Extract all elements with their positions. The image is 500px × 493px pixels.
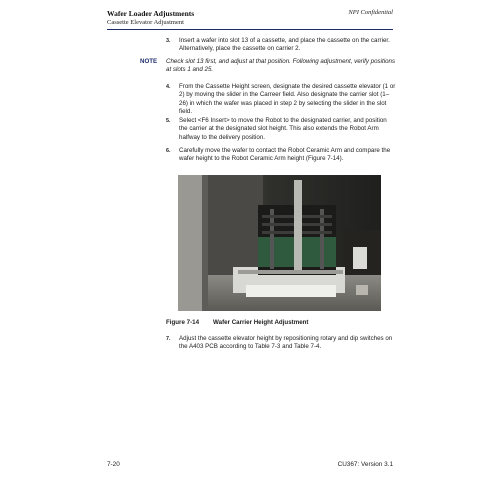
step-text: Carefully move the wafer to contact the Robot Ceramic Arm and compare the wafer height to the Robot Ceramic Arm height (Figure 7-14). [179, 147, 391, 163]
step-text: Insert a wafer into slot 13 of a cassette, and place the cassette on the carrier. Alternatively, place the cassette on carrier 2. [179, 37, 390, 53]
section-subtitle: Cassette Elevator Adjustment [107, 19, 184, 26]
figure-caption [166, 319, 308, 326]
step-number: 7. [166, 336, 171, 342]
page-number: 7-20 [107, 461, 120, 468]
note-text: Check slot 13 first, and adjust at that position. Following adjustment, verify positions at slots 1 and 25. [166, 58, 396, 74]
step-text: Adjust the cassette elevator height by repositioning rotary and dip switches on the A403 PCB according to Table 7-3 and Table 7-4. [179, 335, 393, 351]
step-number: 3. [166, 38, 171, 44]
document-version: CU367: Version 3.1 [337, 461, 393, 468]
step-6 [166, 147, 396, 164]
step-number: 6. [166, 148, 171, 154]
page-header [107, 9, 393, 26]
note-label: NOTE [140, 58, 158, 65]
figure-title: Wafer Carrier Height Adjustment [213, 319, 309, 326]
step-number: 5. [166, 118, 171, 124]
section-title: Wafer Loader Adjustments [107, 9, 195, 18]
step-3 [166, 37, 396, 54]
step-number: 4. [166, 84, 171, 90]
step-7 [166, 335, 396, 352]
step-5 [166, 117, 396, 142]
header-rule [107, 29, 393, 30]
wafer-carrier-photo [178, 175, 381, 311]
figure-number: Figure 7-14 [166, 319, 200, 326]
step-text: From the Cassette Height screen, designate the desired cassette elevator (1 or 2) by moving the slider in the Carreer field. Also designate the carrier slot (1–26) in which the wafer was placed in step 2 by selecting the slider in the slot field. [179, 83, 396, 116]
step-text: Select <F6 Insert> to move the Robot to the designated carrier, and position the carrier at the designated slot height. This also extends the Robot Arm halfway to the delivery position. [179, 117, 387, 141]
step-4 [166, 83, 396, 117]
confidential-label: NPI Confidential [348, 9, 393, 16]
